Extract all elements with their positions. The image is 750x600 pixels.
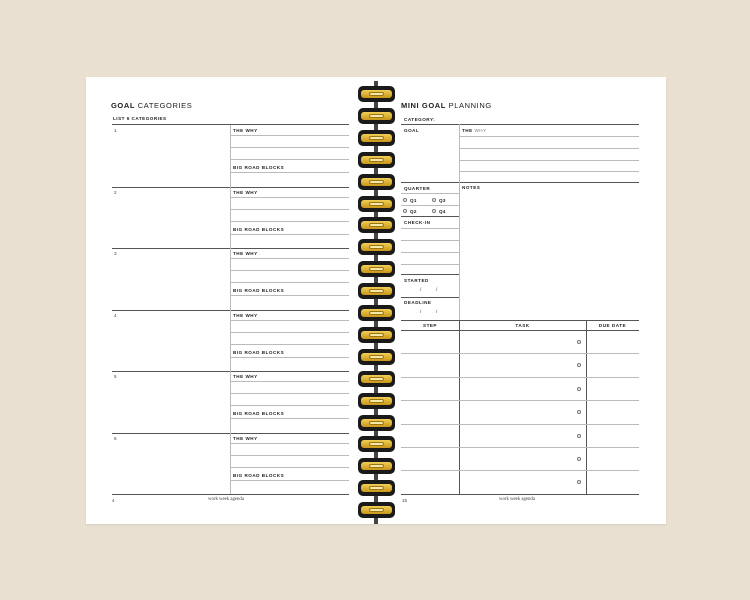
why-label: THE WHY <box>233 189 258 195</box>
binder-ring <box>358 152 395 168</box>
binder-ring <box>358 174 395 190</box>
category-number: 6 <box>114 435 117 441</box>
binder-ring <box>358 108 395 124</box>
why-label: THE WHY <box>462 128 487 133</box>
why-line[interactable] <box>230 332 349 333</box>
binder-ring <box>358 349 395 365</box>
left-page-number: 4 <box>112 498 115 503</box>
table-row[interactable] <box>401 400 639 401</box>
table-row[interactable] <box>401 447 639 448</box>
why-line[interactable] <box>230 221 349 222</box>
category-number: 4 <box>114 312 117 318</box>
roadblocks-label: BIG ROAD BLOCKS <box>233 165 285 170</box>
task-checkbox[interactable] <box>577 410 581 414</box>
category-number: 2 <box>114 189 117 195</box>
q3-label: Q3 <box>439 198 446 203</box>
started-rule[interactable] <box>401 297 459 298</box>
binder-ring <box>358 196 395 212</box>
planner-spread: GOAL CATEGORIES LIST 6 CATEGORIES 1 THE WHY BIG ROAD BLOCKS 2 THE WHY BIG ROAD BLOCKS 3 THE WHY BIG ROAD BLOCKS 4 THE WHY BIG ROAD BLOCKS 5 THE WHY BIG ROAD BLOCKS 6 THE WHY BIG ROAD BLOCKS 4 work week agenda MINI GOAL PLANNING CATEGORY: GOAL THE WHY NOTES QUARTER Q1 Q3 Q2 Q4 CHECK-IN STARTED / / DEADLINE / / STEP TASK DUE DATE 15 work week agenda <box>86 77 666 524</box>
step-header: STEP <box>423 323 437 328</box>
checkin-label: CHECK-IN <box>404 220 431 225</box>
q1-checkbox[interactable] <box>403 198 407 202</box>
q1-label: Q1 <box>410 198 417 203</box>
left-footer: work week agenda <box>208 497 244 502</box>
why-label: THE WHY <box>233 251 258 256</box>
right-footer: work week agenda <box>499 497 535 502</box>
task-checkbox[interactable] <box>577 457 581 461</box>
q3-checkbox[interactable] <box>432 198 436 202</box>
category-divider <box>112 494 349 495</box>
roadblocks-label: BIG ROAD BLOCKS <box>233 411 285 416</box>
table-top-rule <box>401 320 639 321</box>
notes-label: NOTES <box>462 185 481 190</box>
table-row[interactable] <box>401 353 639 354</box>
left-page-title: GOAL CATEGORIES <box>111 101 193 110</box>
category-rule <box>401 124 639 125</box>
binder-ring <box>358 239 395 255</box>
task-header: TASK <box>515 323 530 328</box>
why-label: THE WHY <box>233 312 258 318</box>
category-number: 5 <box>114 374 117 379</box>
roadblocks-label: BIG ROAD BLOCKS <box>233 226 285 232</box>
right-page-number: 15 <box>402 498 408 503</box>
binder-ring <box>358 130 395 146</box>
why-line[interactable] <box>230 209 349 210</box>
right-page-title: MINI GOAL PLANNING <box>401 101 492 110</box>
table-row[interactable] <box>401 470 639 471</box>
why-line[interactable] <box>230 405 349 406</box>
table-row[interactable] <box>401 424 639 425</box>
why-label: THE WHY <box>233 128 258 133</box>
binder-ring <box>358 371 395 387</box>
q4-label: Q4 <box>439 209 446 214</box>
binder-ring <box>358 393 395 409</box>
category-number: 1 <box>114 128 117 133</box>
task-checkbox[interactable] <box>577 434 581 438</box>
why-line[interactable] <box>230 467 349 468</box>
why-line[interactable] <box>230 270 349 271</box>
why-line[interactable] <box>230 282 349 283</box>
task-checkbox[interactable] <box>577 387 581 391</box>
roadblocks-label: BIG ROAD BLOCKS <box>233 288 285 293</box>
why-line[interactable] <box>230 344 349 345</box>
q2-checkbox[interactable] <box>403 209 407 213</box>
why-label: THE WHY <box>233 374 258 379</box>
binder-ring <box>358 415 395 431</box>
goal-label: GOAL <box>404 128 420 133</box>
binder-ring <box>358 86 395 102</box>
binder-ring <box>358 436 395 452</box>
roadblocks-label: BIG ROAD BLOCKS <box>233 349 285 355</box>
why-line[interactable] <box>230 147 349 148</box>
deadline-label: DEADLINE <box>404 300 432 305</box>
why-line[interactable] <box>230 393 349 394</box>
task-checkbox[interactable] <box>577 480 581 484</box>
table-row[interactable] <box>401 377 639 378</box>
notes-divider <box>459 182 460 320</box>
due-date-header: DUE DATE <box>598 323 627 328</box>
goal-why-divider <box>459 124 460 182</box>
binder-ring <box>358 261 395 277</box>
task-checkbox[interactable] <box>577 340 581 344</box>
binder-ring <box>358 327 395 343</box>
category-number: 3 <box>114 251 117 256</box>
binder-ring <box>358 283 395 299</box>
category-label: CATEGORY: <box>404 117 436 122</box>
q4-checkbox[interactable] <box>432 209 436 213</box>
quarter-label: QUARTER <box>404 186 431 191</box>
list-categories-label: LIST 6 CATEGORIES <box>113 116 167 121</box>
table-bottom-rule <box>401 494 639 495</box>
why-line[interactable] <box>230 455 349 456</box>
binder-ring <box>358 305 395 321</box>
binder-ring <box>358 458 395 474</box>
binder-ring <box>358 217 395 233</box>
roadblocks-label: BIG ROAD BLOCKS <box>233 472 285 478</box>
binder-ring <box>358 480 395 496</box>
started-label: STARTED <box>404 278 429 283</box>
task-checkbox[interactable] <box>577 363 581 367</box>
why-label: THE WHY <box>233 435 258 441</box>
binder-ring <box>358 502 395 518</box>
q2-label: Q2 <box>410 209 417 214</box>
why-line[interactable] <box>230 159 349 160</box>
